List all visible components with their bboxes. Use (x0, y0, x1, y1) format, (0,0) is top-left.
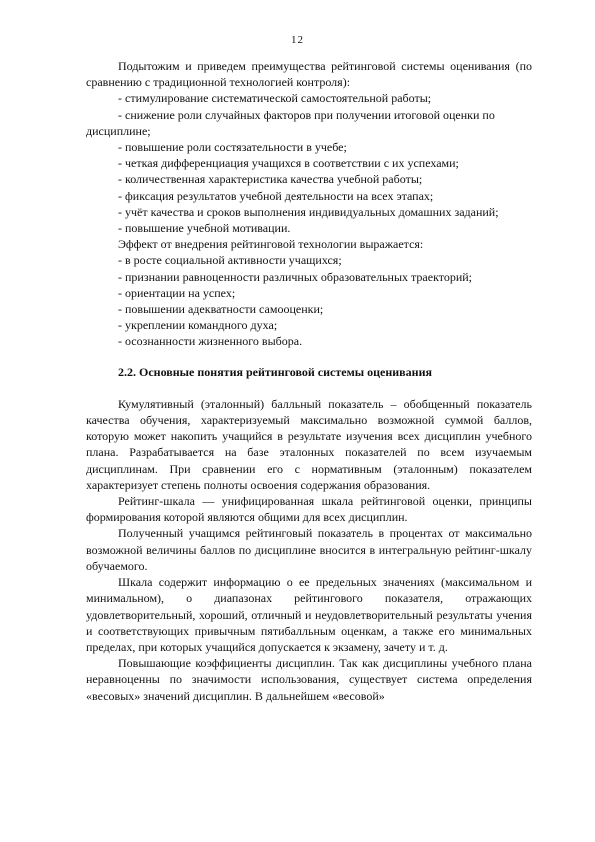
list-item: - снижение роли случайных факторов при получении итоговой оценки по дисциплине; (86, 107, 495, 138)
list-item: - повышение роли состязательности в учебе; (118, 140, 347, 155)
list-item: - повышении адекватности самооценки; (118, 302, 324, 317)
body-paragraph: Рейтинг-шкала — унифицированная шкала рейтинговой оценки, принципы формирования которой являются общими для всех дисциплин. (86, 494, 532, 525)
list-item: - четкая дифференциация учащихся в соответствии с их успехами; (118, 156, 459, 171)
effects-list (86, 252, 532, 349)
list-item: - количественная характеристика качества учебной работы; (118, 172, 423, 187)
body-paragraph: Кумулятивный (эталонный) балльный показатель – обобщенный показатель качества обучения, характеризуемый максимально возможной суммой баллов, которую может накопить учащийся в результате изучения всех дисциплин учебного плана. Разрабатывается на базе эталонных показателей по всем изучаемым дисциплинам. При сравнении его с нормативным (эталонным) показателем характеризует степень полноты освоения содержания образования. (86, 396, 532, 492)
list-item: - в росте социальной активности учащихся; (118, 253, 342, 268)
list-item: - повышение учебной мотивации. (118, 221, 291, 236)
page-content (86, 58, 532, 704)
list-item: - ориентации на успех; (118, 285, 236, 300)
intro-paragraph: Подытожим и приведем преимущества рейтинговой системы оценивания (по сравнению с традиционной технологией контроля): (86, 59, 532, 90)
body-paragraph: Повышающие коэффициенты дисциплин. Так как дисциплины учебного плана неравноценны по значимости использования, существует система определения «весовых» значений дисциплин. В дальнейшем «весовой» (86, 656, 532, 703)
list-item: - осознанности жизненного выбора. (118, 334, 303, 349)
advantages-list (86, 90, 532, 236)
page-number: 12 (291, 34, 304, 46)
list-item: - стимулирование систематической самостоятельной работы; (118, 91, 432, 106)
section-heading: 2.2. Основные понятия рейтинговой системы оценивания (118, 364, 432, 379)
list-item: - учёт качества и сроков выполнения индивидуальных домашних заданий; (118, 204, 499, 219)
body-paragraph: Полученный учащимся рейтинговый показатель в процентах от максимально возможной величины баллов по дисциплине вносится в интегральную рейтинг-шкалу обучаемого. (86, 526, 532, 573)
list-item: - признании равноценности различных образовательных траекторий; (118, 269, 473, 284)
list-item: - фиксация результатов учебной деятельности на всех этапах; (118, 188, 434, 203)
list-item: - укреплении командного духа; (118, 318, 278, 333)
body-paragraph: Шкала содержит информацию о ее предельных значениях (максимальном и минимальном), о диапазонах рейтингового показателя, отражающих удовлетворительный, хороший, отличный и неудовлетворительный результаты учения и соответствующих привычным пятибалльным оценкам, а также его минимальных пределах, при которых учащийся допускается к экзамену, зачету и т. д. (86, 575, 532, 654)
effect-intro: Эффект от внедрения рейтинговой технологии выражается: (118, 237, 424, 252)
